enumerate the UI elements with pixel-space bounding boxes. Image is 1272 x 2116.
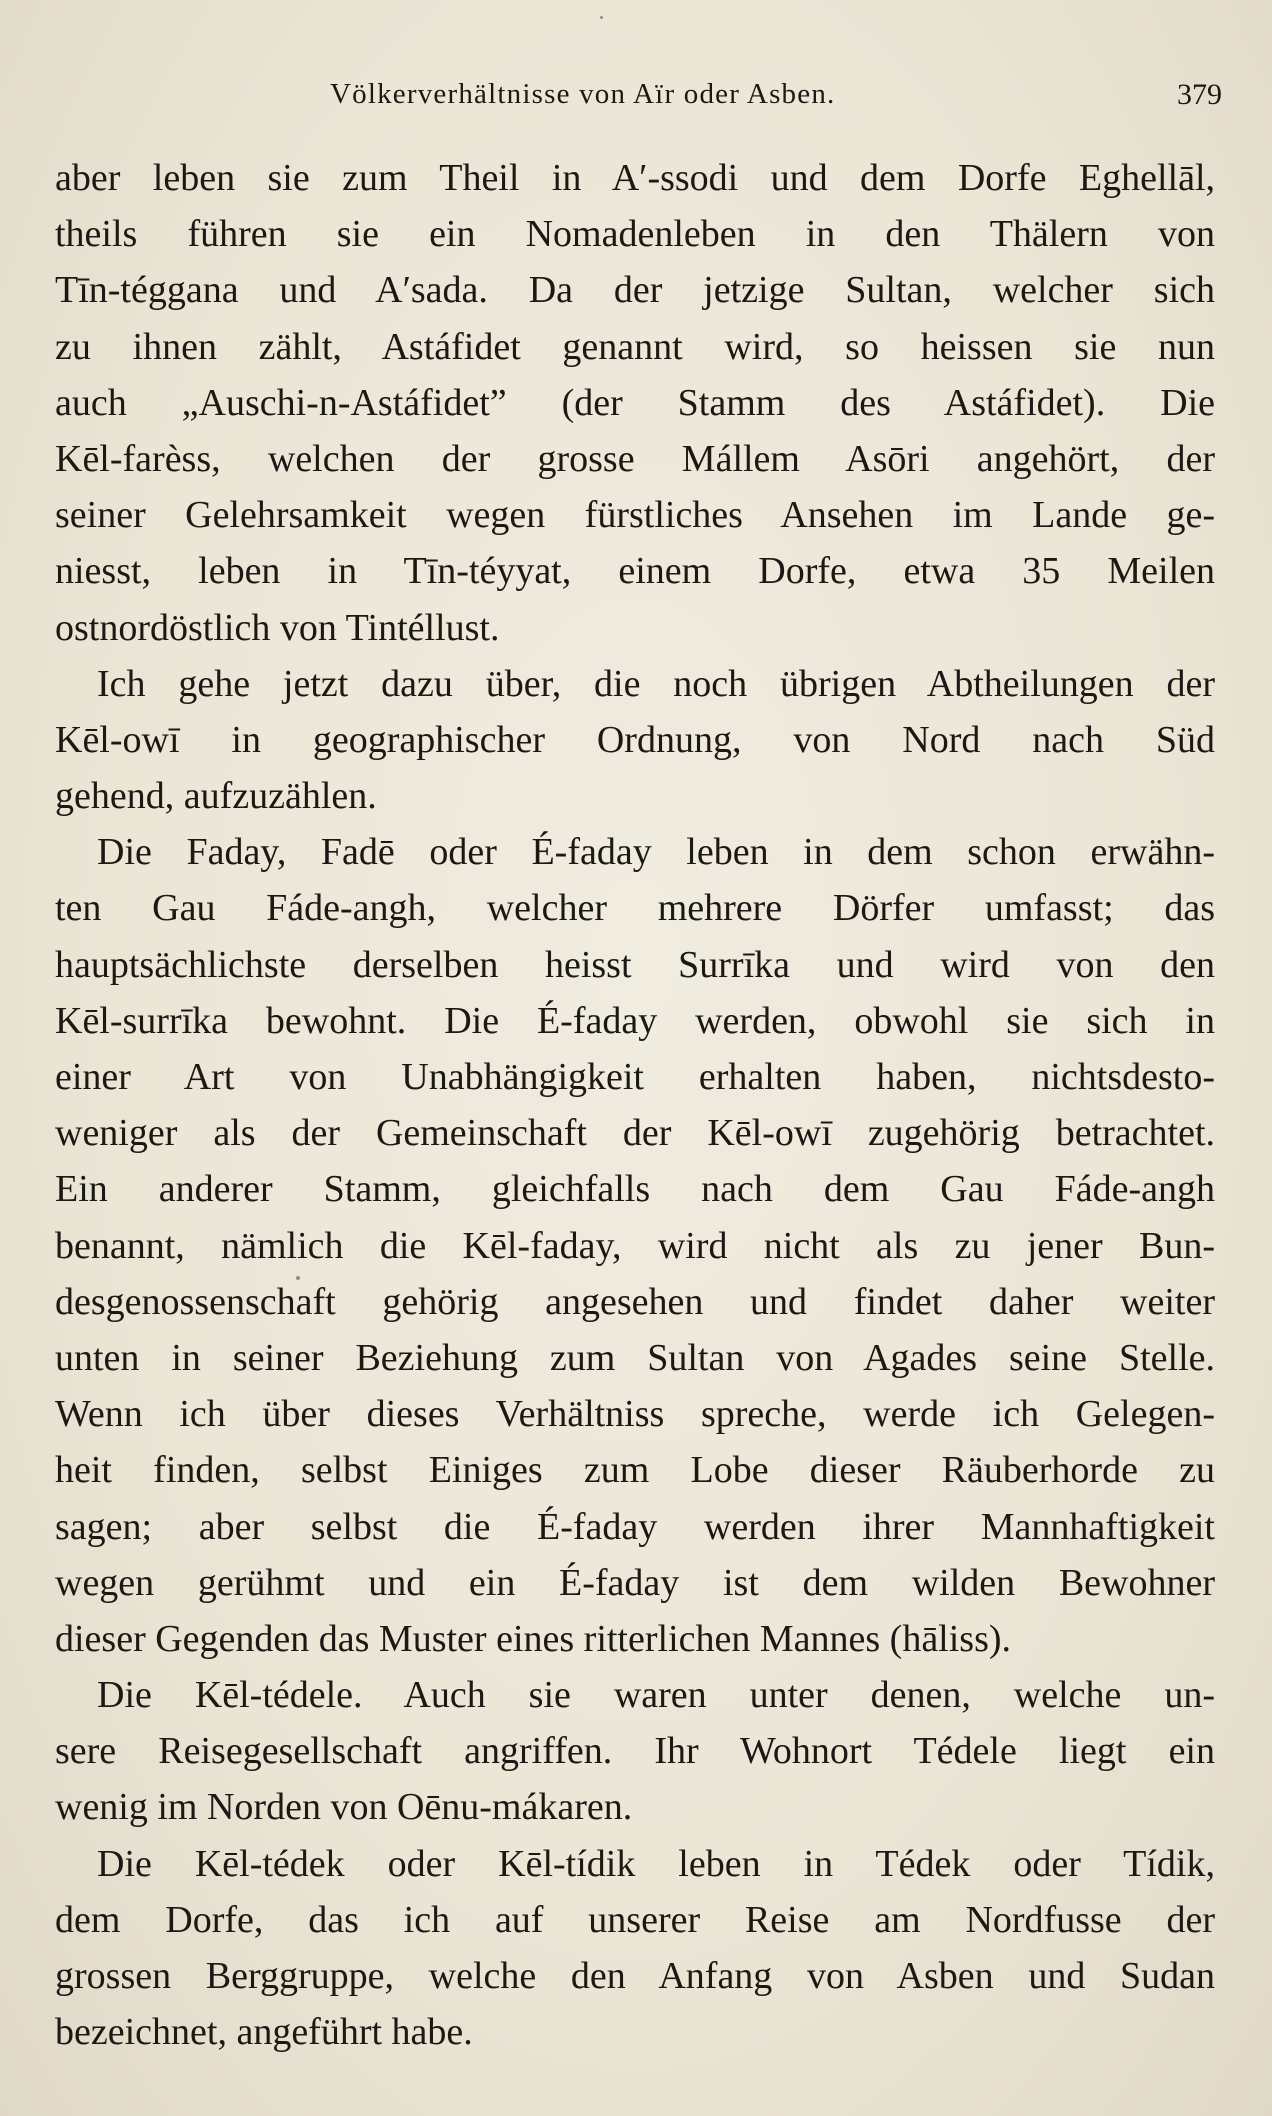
- page-number: 379: [1177, 78, 1222, 111]
- print-speck: [600, 16, 603, 19]
- text-line: niesst, leben in Tīn-téyyat, einem Dorfe, etwa 35 Meilen: [55, 550, 1215, 593]
- text-line: unten in seiner Beziehung zum Sultan von Agades seine Stelle.: [55, 1336, 1215, 1379]
- running-title: Völkerverhältnisse von Aïr oder Asben.: [330, 78, 836, 110]
- text-line: einer Art von Unabhängigkeit erhalten haben, nichtsdesto-: [55, 1056, 1215, 1098]
- text-line: Ich gehe jetzt dazu über, die noch übrigen Abtheilungen der: [97, 662, 1215, 705]
- text-line: wenig im Norden von Oēnu-mákaren.: [55, 1786, 633, 1829]
- text-line: heit finden, selbst Einiges zum Lobe dieser Räuberhorde zu: [55, 1449, 1215, 1492]
- text-line: wegen gerühmt und ein É-faday ist dem wilden Bewohner: [55, 1561, 1215, 1604]
- text-line: Tīn-téggana und A′sada. Da der jetzige Sultan, welcher sich: [55, 269, 1215, 312]
- text-line: Die Kēl-tédele. Auch sie waren unter denen, welche un-: [97, 1674, 1215, 1717]
- text-line: Ein anderer Stamm, gleichfalls nach dem Gau Fáde-angh: [55, 1168, 1215, 1211]
- text-line: ten Gau Fáde-angh, welcher mehrere Dörfer umfasst; das: [55, 887, 1215, 930]
- text-line: Wenn ich über dieses Verhältniss spreche, werde ich Gelegen-: [55, 1393, 1215, 1436]
- text-line: Die Kēl-tédek oder Kēl-tídik leben in Tédek oder Tídik,: [97, 1842, 1215, 1885]
- text-line: sere Reisegesellschaft angriffen. Ihr Wohnort Tédele liegt ein: [55, 1730, 1215, 1773]
- text-line: dem Dorfe, das ich auf unserer Reise am Nordfusse der: [55, 1898, 1215, 1941]
- text-line: desgenossenschaft gehörig angesehen und findet daher weiter: [55, 1280, 1215, 1323]
- text-line: bezeichnet, angeführt habe.: [55, 2011, 473, 2054]
- text-line: seiner Gelehrsamkeit wegen fürstliches Ansehen im Lande ge-: [55, 494, 1215, 537]
- text-line: ostnordöstlich von Tintéllust.: [55, 606, 500, 649]
- text-line: aber leben sie zum Theil in A′-ssodi und dem Dorfe Eghellāl,: [55, 157, 1215, 199]
- running-head: [0, 78, 1272, 122]
- text-line: hauptsächlichste derselben heisst Surrīka und wird von den: [55, 943, 1215, 986]
- text-line: dieser Gegenden das Muster eines ritterlichen Mannes (hāliss).: [55, 1617, 1012, 1660]
- body-text: [55, 150, 1215, 2060]
- text-line: Kēl-surrīka bewohnt. Die É-faday werden, obwohl sie sich in: [55, 999, 1215, 1042]
- text-line: Kēl-farèss, welchen der grosse Mállem Asōri angehört, der: [55, 437, 1215, 480]
- print-speck: [296, 1276, 300, 1280]
- text-line: auch „Auschi-n-Astáfidet” (der Stamm des Astáfidet). Die: [55, 381, 1215, 424]
- text-line: gehend, aufzuzählen.: [55, 775, 377, 818]
- text-line: zu ihnen zählt, Astáfidet genannt wird, so heissen sie nun: [55, 325, 1215, 368]
- text-line: sagen; aber selbst die É-faday werden ihrer Mannhaftigkeit: [55, 1505, 1215, 1548]
- text-line: Kēl-owī in geographischer Ordnung, von Nord nach Süd: [55, 718, 1215, 761]
- text-line: weniger als der Gemeinschaft der Kēl-owī zugehörig betrachtet.: [55, 1112, 1215, 1155]
- text-line: grossen Berggruppe, welche den Anfang von Asben und Sudan: [55, 1955, 1215, 1997]
- text-line: benannt, nämlich die Kēl-faday, wird nicht als zu jener Bun-: [55, 1224, 1215, 1267]
- text-line: theils führen sie ein Nomadenleben in den Thälern von: [55, 213, 1215, 256]
- text-line: Die Faday, Fadē oder É-faday leben in dem schon erwähn-: [97, 831, 1215, 874]
